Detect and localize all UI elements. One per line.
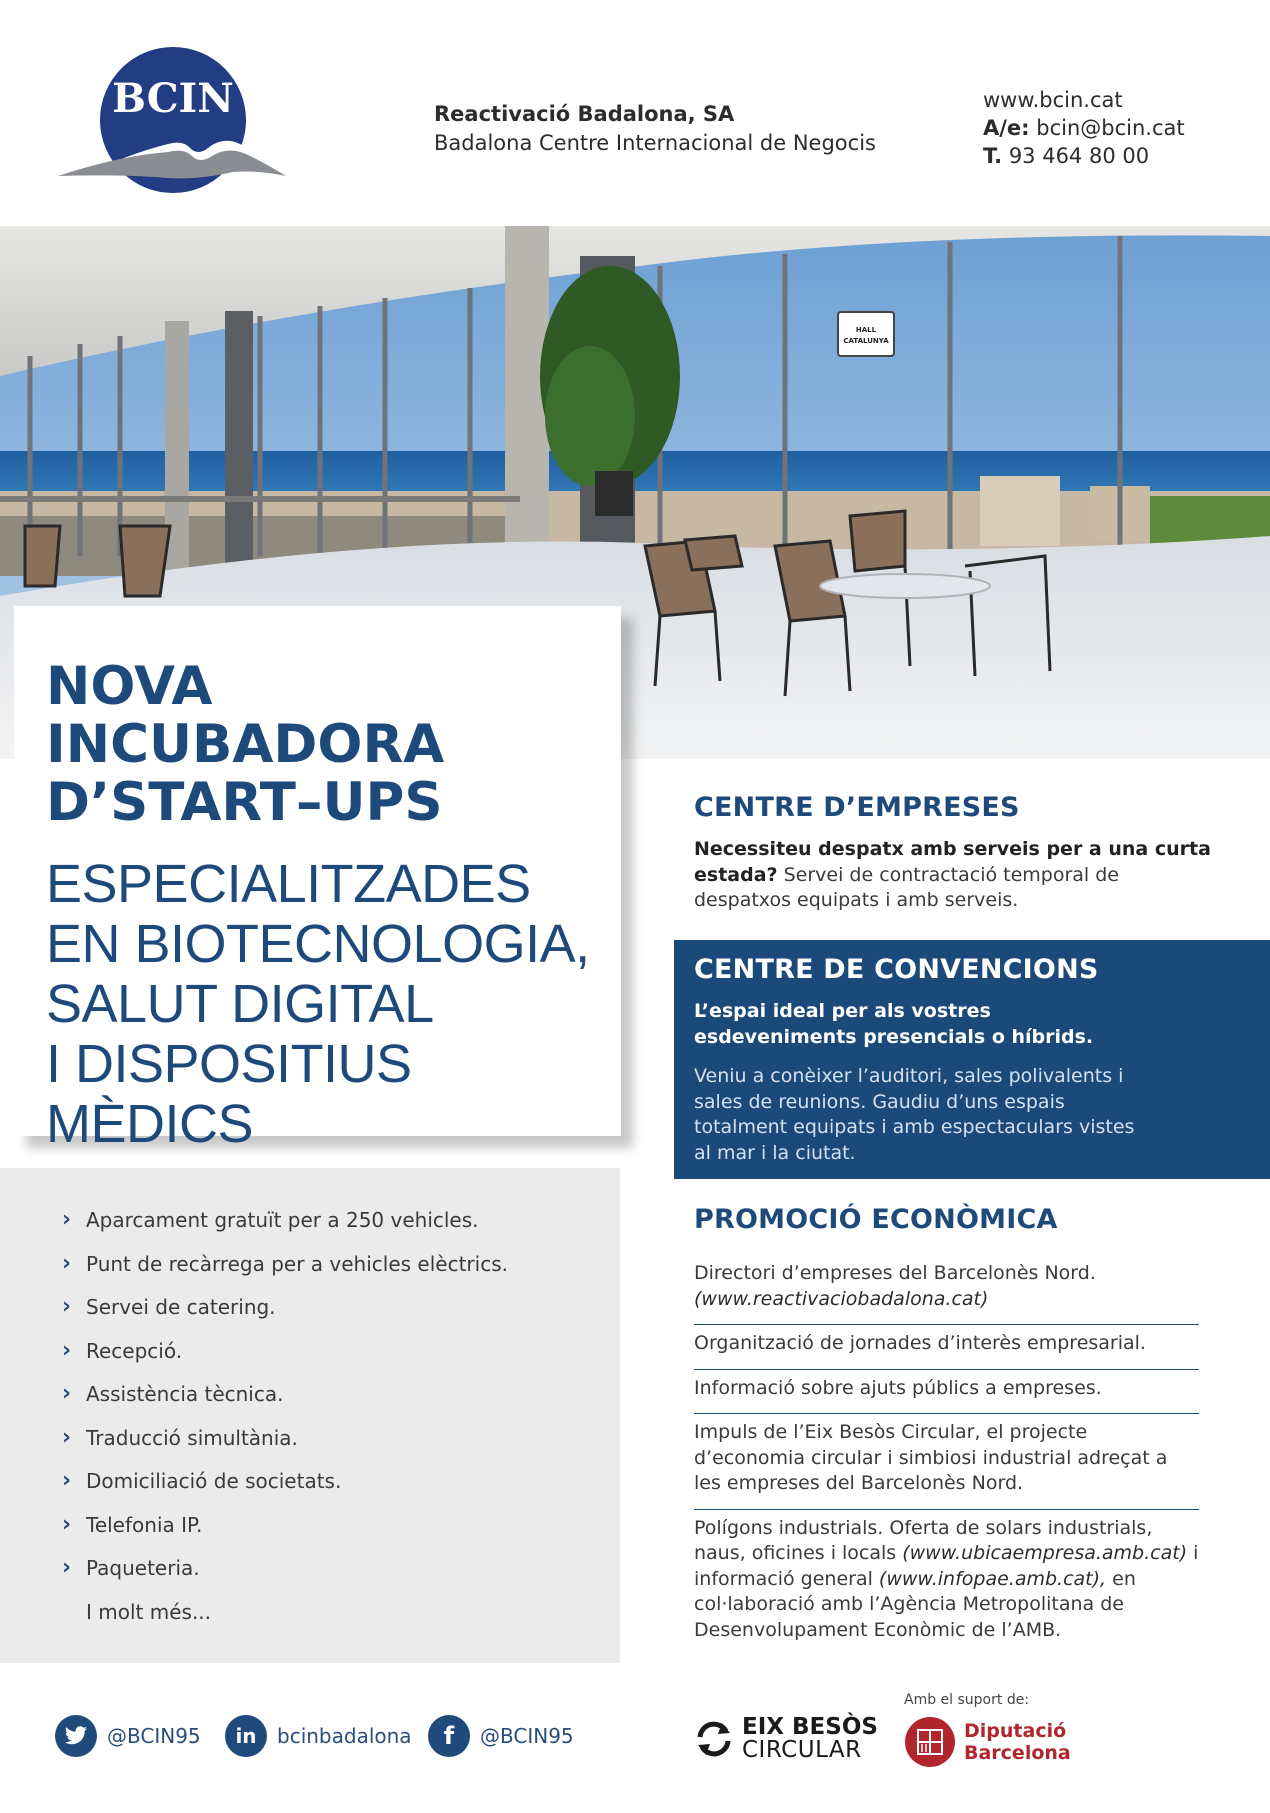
promo-list	[694, 1255, 1199, 1655]
chevron-right-icon: ›	[62, 1337, 72, 1363]
list-item: › Assistència tècnica.	[62, 1381, 284, 1406]
list-item: › Traducció simultània.	[62, 1424, 298, 1450]
list-item: › Paqueteria.	[62, 1555, 200, 1580]
company-subtitle: Badalona Centre Internacional de Negocis	[434, 131, 876, 155]
logo-text: BCIN	[112, 75, 234, 122]
linkedin-link[interactable]	[225, 1715, 412, 1757]
list-item: › Punt de recàrrega per a vehicles elèctrics.	[62, 1250, 508, 1276]
diputacio-emblem-icon	[904, 1716, 956, 1768]
reactivacio-link[interactable]: (www.reactivaciobadalona.cat)	[694, 1287, 989, 1310]
company-block	[434, 100, 876, 158]
title-line: INCUBADORA	[46, 714, 445, 775]
dipu-line2: Barcelona	[964, 1742, 1071, 1764]
contact-block	[983, 86, 1185, 170]
title-line: D’START–UPS	[46, 772, 443, 833]
section-title: CENTRE D’EMPRESES	[694, 792, 1020, 823]
phone-label: T.	[983, 144, 1003, 168]
chevron-right-icon: ›	[62, 1294, 72, 1319]
list-item: Impuls de l’Eix Besòs Circular, el projecte d’economia circular i simbiosi industrial adreçat a les empreses del Barcelonès Nord.	[694, 1414, 1199, 1510]
centre-convencions-section	[674, 940, 1270, 1179]
phone-line	[983, 142, 1185, 170]
title-line: NOVA	[46, 656, 213, 717]
facebook-handle: @BCIN95	[480, 1724, 574, 1748]
chevron-right-icon: ›	[62, 1424, 72, 1450]
title-subtitle	[46, 854, 621, 1154]
title-main	[46, 658, 621, 832]
list-item: Polígons industrials. Oferta de solars industrials, naus, oficines i locals (www.ubicaempresa.amb.cat) i informació general (www.infopae.amb.cat), en col·laboració amb l’Agència Metropolitana de Desenvolupament Econòmic de l’AMB.	[694, 1516, 1199, 1641]
list-item-more: I molt més...	[86, 1599, 212, 1624]
linkedin-icon: in	[225, 1715, 267, 1757]
list-item: Directori d’empreses del Barcelonès Nord. (www.reactivaciobadalona.cat)	[694, 1255, 1199, 1325]
section-body: Necessiteu despatx amb serveis per a una curta estada? Servei de contractació temporal de despatxos equipats i amb serveis.	[694, 838, 1211, 911]
twitter-link[interactable]	[55, 1715, 201, 1757]
dipu-line1: Diputació	[964, 1720, 1067, 1742]
support-label: Amb el suport de:	[904, 1692, 1030, 1708]
phone-number: 93 464 80 00	[1008, 144, 1150, 168]
photo-sign-line1: HALL	[855, 326, 877, 334]
recycle-arrows-icon	[694, 1719, 734, 1759]
list-item: › Domiciliació de societats.	[62, 1468, 342, 1493]
section-body: Veniu a conèixer l’auditori, sales polivalents i sales de reunions. Gaudiu d’uns espais totalment equipats i amb espectaculars vistes al mar i la ciutat.	[694, 1065, 1135, 1164]
email-link[interactable]: bcin@bcin.cat	[1036, 116, 1185, 140]
chevron-right-icon: ›	[62, 1468, 72, 1493]
subtitle-line: I DISPOSITIUS MÈDICS	[46, 1034, 412, 1154]
email-label: A/e:	[983, 116, 1030, 140]
promocio-economica-section	[694, 1204, 1199, 1655]
list-item: › Servei de catering.	[62, 1294, 276, 1319]
section-lead: L’espai ideal per als vostres esdeveniments presencials o híbrids.	[694, 1000, 1094, 1048]
list-item: › Telefonia IP.	[62, 1511, 203, 1537]
subtitle-line: EN BIOTECNOLOGIA,	[46, 914, 590, 974]
twitter-icon	[55, 1715, 97, 1757]
chevron-right-icon: ›	[62, 1555, 72, 1580]
photo-sign-line2: CATALUNYA	[843, 337, 889, 345]
email-line	[983, 114, 1185, 142]
chevron-right-icon: ›	[62, 1250, 72, 1276]
section-title: PROMOCIÓ ECONÒMICA	[694, 1204, 1058, 1235]
list-item: › Recepció.	[62, 1337, 183, 1363]
services-list	[62, 1206, 620, 1641]
facebook-link[interactable]	[428, 1715, 574, 1757]
subtitle-line: ESPECIALITZADES	[46, 854, 531, 914]
website-link[interactable]: www.bcin.cat	[983, 88, 1123, 112]
list-item: › Aparcament gratuït per a 250 vehicles.	[62, 1207, 479, 1232]
title-box	[14, 606, 621, 1154]
facebook-icon: f	[428, 1715, 470, 1757]
services-panel	[0, 1168, 620, 1663]
chevron-right-icon: ›	[62, 1381, 72, 1406]
list-item: Organització de jornades d’interès empresarial.	[694, 1325, 1199, 1370]
chevron-right-icon: ›	[62, 1511, 72, 1537]
company-name: Reactivació Badalona, SA	[434, 102, 735, 126]
section-title: CENTRE DE CONVENCIONS	[694, 954, 1099, 985]
chevron-right-icon: ›	[62, 1207, 72, 1232]
diputacio-logo	[904, 1716, 1071, 1768]
eix-line2: CIRCULAR	[742, 1737, 862, 1763]
list-item: Informació sobre ajuts públics a empreses.	[694, 1370, 1199, 1415]
subtitle-line: SALUT DIGITAL	[46, 974, 434, 1034]
infopae-link[interactable]: (www.infopae.amb.cat),	[878, 1567, 1107, 1590]
twitter-handle: @BCIN95	[107, 1724, 201, 1748]
eix-line1: EIX BESÒS	[742, 1714, 878, 1740]
linkedin-handle: bcinbadalona	[277, 1724, 412, 1748]
ubicaempresa-link[interactable]: (www.ubicaempresa.amb.cat)	[902, 1542, 1188, 1564]
bcin-logo	[58, 44, 288, 204]
eix-besos-logo	[694, 1716, 878, 1762]
centre-empreses-section	[694, 792, 1214, 914]
